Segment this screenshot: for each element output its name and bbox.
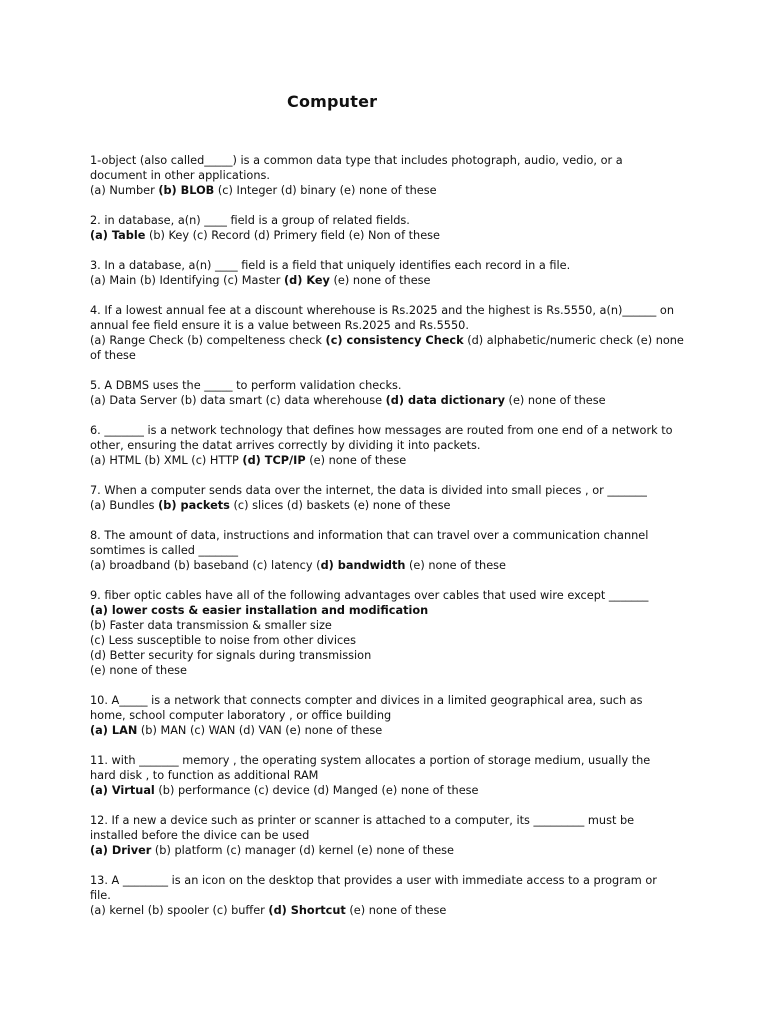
question-stem-line: 7. When a computer sends data over the internet, the data is divided into small pieces , or _______: [90, 484, 647, 497]
correct-answer: (d) Key: [283, 274, 330, 287]
question-stem-line: other, ensuring the datat arrives correctly by dividing it into packets.: [90, 439, 481, 452]
answer-option-text: (c) Integer (d) binary (e) none of these: [214, 184, 437, 197]
answer-option-text: of these: [90, 349, 136, 362]
answer-option-text: (a) HTML (b) XML (c) HTTP: [90, 454, 243, 467]
question-8: [90, 528, 690, 573]
answer-options-line: [90, 228, 690, 243]
answer-options-line: [90, 843, 690, 858]
answer-option-text: (e) none of these: [345, 904, 447, 917]
question-1: [90, 153, 690, 198]
correct-answer: d) bandwidth: [320, 559, 406, 572]
question-stem-line: 1-object (also called_____) is a common data type that includes photograph, audio, vedio, or a: [90, 154, 623, 167]
correct-answer: (a) Virtual: [90, 784, 155, 797]
answer-option-text: (b) performance (c) device (d) Manged (e) none of these: [154, 784, 479, 797]
correct-answer: (b) BLOB: [158, 184, 215, 197]
answer-options-line: [90, 633, 690, 648]
answer-option-text: (a) broadband (b) baseband (c) latency (: [90, 559, 321, 572]
question-12: [90, 813, 690, 858]
answer-options-line: [90, 618, 690, 633]
question-stem-line: 10. A_____ is a network that connects compter and divices in a limited geographical area, such as: [90, 694, 643, 707]
question-stem-line: 12. If a new a device such as printer or scanner is attached to a computer, its _________ must be: [90, 814, 635, 827]
question-stem-line: 2. in database, a(n) ____ field is a group of related fields.: [90, 214, 410, 227]
answer-option-text: (e) none of these: [90, 664, 187, 677]
answer-options-line: [90, 273, 690, 288]
answer-option-text: (e) none of these: [329, 274, 431, 287]
question-7: [90, 483, 690, 513]
answer-option-text: (a) Range Check (b) compelteness check: [90, 334, 326, 347]
question-stem-line: 9. fiber optic cables have all of the following advantages over cables that used wire except _______: [90, 589, 649, 602]
answer-option-text: (c) Less susceptible to noise from other divices: [90, 634, 357, 647]
question-stem-line: 13. A ________ is an icon on the desktop that provides a user with immediate access to a program or: [90, 874, 657, 887]
question-stem-line: 5. A DBMS uses the _____ to perform validation checks.: [90, 379, 402, 392]
answer-options-line: [90, 783, 690, 798]
question-stem-line: 8. The amount of data, instructions and information that can travel over a communication channel: [90, 529, 649, 542]
answer-option-text: (c) slices (d) baskets (e) none of these: [229, 499, 451, 512]
answer-options-line: [90, 603, 690, 618]
answer-option-text: (e) none of these: [305, 454, 407, 467]
question-11: [90, 753, 690, 798]
correct-answer: (d) Shortcut: [268, 904, 346, 917]
answer-options-line: [90, 648, 690, 663]
question-list: [90, 153, 690, 933]
answer-options-line: [90, 558, 690, 573]
question-stem-line: annual fee field ensure it is a value between Rs.2025 and Rs.5550.: [90, 319, 469, 332]
answer-option-text: (a) kernel (b) spooler (c) buffer: [90, 904, 269, 917]
question-6: [90, 423, 690, 468]
question-stem-line: 3. In a database, a(n) ____ field is a field that uniquely identifies each record in a file.: [90, 259, 571, 272]
answer-option-text: (b) Key (c) Record (d) Primery field (e) Non of these: [145, 229, 441, 242]
answer-option-text: (a) Data Server (b) data smart (c) data wherehouse: [90, 394, 386, 407]
question-3: [90, 258, 690, 288]
question-13: [90, 873, 690, 918]
question-5: [90, 378, 690, 408]
page-title: Computer: [287, 92, 378, 111]
answer-option-text: (a) Bundles: [90, 499, 159, 512]
question-4: [90, 303, 690, 363]
question-stem-line: document in other applications.: [90, 169, 270, 182]
question-stem-line: file.: [90, 889, 111, 902]
correct-answer: (a) lower costs & easier installation and modification: [90, 604, 429, 617]
answer-option-text: (d) alphabetic/numeric check (e) none: [463, 334, 684, 347]
answer-options-line: [90, 498, 690, 513]
answer-options-line: [90, 393, 690, 408]
answer-options-line: [90, 723, 690, 738]
answer-option-text: (d) Better security for signals during transmission: [90, 649, 372, 662]
answer-options-line: [90, 333, 690, 348]
correct-answer: (d) data dictionary: [385, 394, 505, 407]
question-stem-line: 4. If a lowest annual fee at a discount wherehouse is Rs.2025 and the highest is Rs.5550, a(n)______ on: [90, 304, 674, 317]
correct-answer: (a) Table: [90, 229, 146, 242]
correct-answer: (b) packets: [158, 499, 230, 512]
answer-options-line: [90, 663, 690, 678]
answer-option-text: (e) none of these: [504, 394, 606, 407]
question-stem-line: 6. _______ is a network technology that defines how messages are routed from one end of a network to: [90, 424, 673, 437]
answer-options-line: [90, 903, 690, 918]
correct-answer: (a) LAN: [90, 724, 138, 737]
correct-answer: (d) TCP/IP: [242, 454, 306, 467]
question-10: [90, 693, 690, 738]
question-9: [90, 588, 690, 678]
correct-answer: (a) Driver: [90, 844, 152, 857]
question-2: [90, 213, 690, 243]
question-stem-line: home, school computer laboratory , or office building: [90, 709, 392, 722]
answer-option-text: (a) Number: [90, 184, 159, 197]
answer-option-text: (e) none of these: [405, 559, 506, 572]
answer-option-text: (b) MAN (c) WAN (d) VAN (e) none of these: [137, 724, 383, 737]
answer-options-line: [90, 453, 690, 468]
answer-option-text: (b) platform (c) manager (d) kernel (e) none of these: [151, 844, 454, 857]
question-stem-line: hard disk , to function as additional RAM: [90, 769, 319, 782]
answer-option-text: (b) Faster data transmission & smaller size: [90, 619, 332, 632]
answer-options-line: [90, 348, 690, 363]
correct-answer: (c) consistency Check: [325, 334, 464, 347]
question-stem-line: somtimes is called _______: [90, 544, 239, 557]
question-stem-line: 11. with _______ memory , the operating system allocates a portion of storage medium, usually the: [90, 754, 651, 767]
answer-option-text: (a) Main (b) Identifying (c) Master: [90, 274, 284, 287]
answer-options-line: [90, 183, 690, 198]
question-stem-line: installed before the divice can be used: [90, 829, 310, 842]
